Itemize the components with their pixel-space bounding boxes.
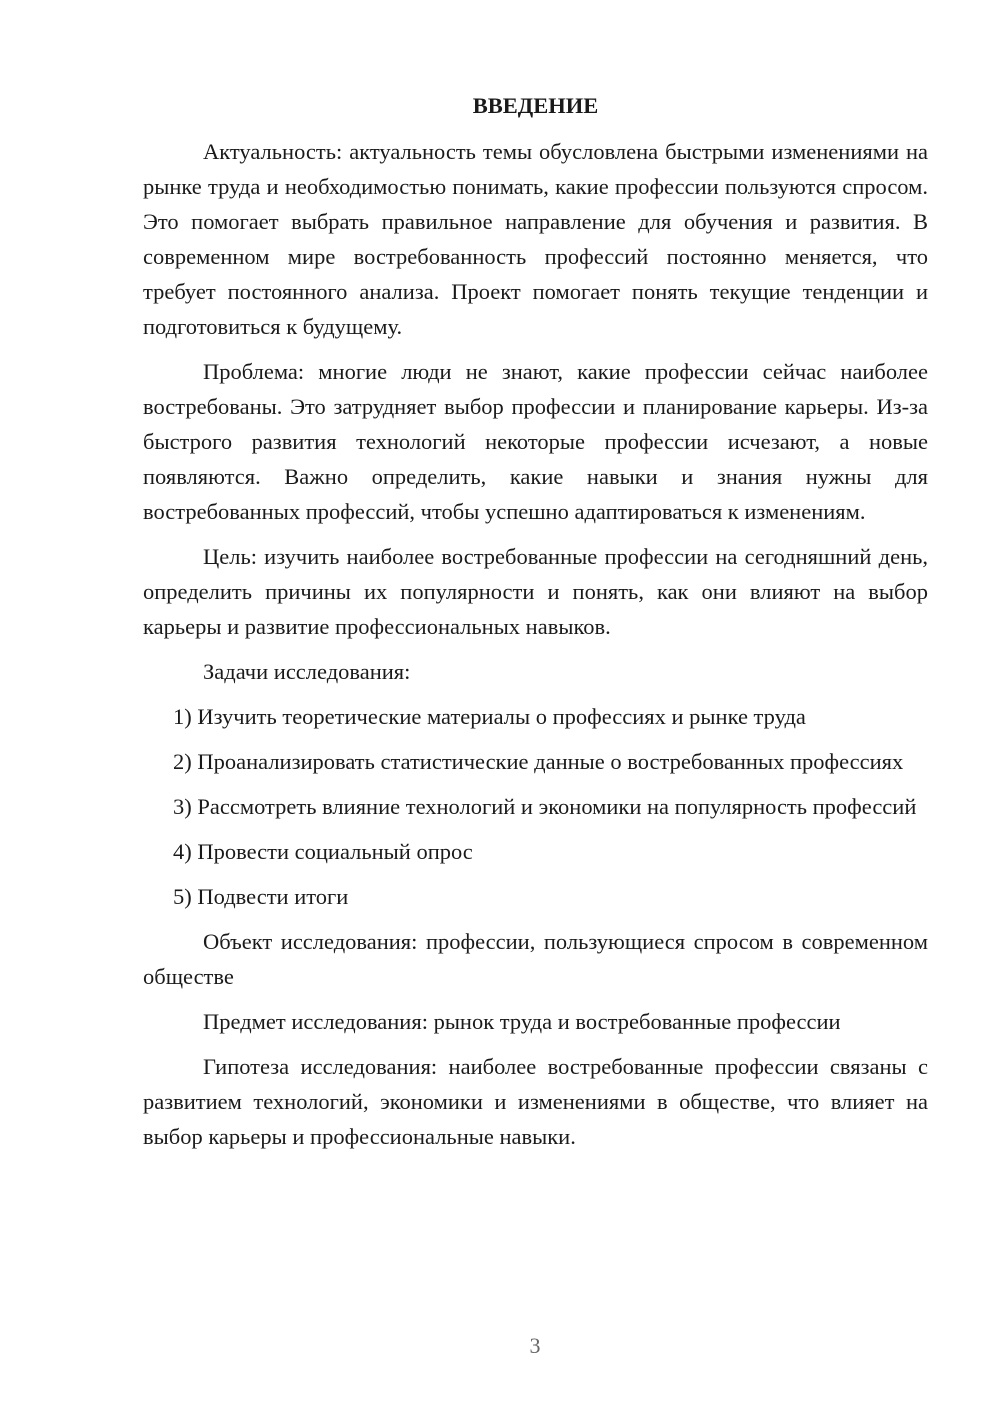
subject-paragraph: Предмет исследования: рынок труда и востребованные профессии: [203, 1009, 841, 1034]
task-item: 5) Подвести итоги: [173, 884, 349, 909]
page-number: 3: [529, 1333, 541, 1358]
relevance-paragraph: Актуальность: актуальность темы обусловлена быстрыми изменениями на рынке труда и необходимостью понимать, какие профессии пользуются спросом. Это помогает выбрать правильное направление для обучения и развития. В современном мире востребованность профессий постоянно меняется, что требует постоянного анализа. Проект помогает понять текущие тенденции и подготовиться к будущему.: [143, 139, 928, 339]
hypothesis-paragraph: Гипотеза исследования: наиболее востребованные профессии связаны с развитием технологий, экономики и изменениями в обществе, что влияет на выбор карьеры и профессиональные навыки.: [143, 1054, 928, 1149]
task-item: 4) Провести социальный опрос: [173, 839, 473, 864]
goal-paragraph: Цель: изучить наиболее востребованные профессии на сегодняшний день, определить причины их популярности и понять, как они влияют на выбор карьеры и развитие профессиональных навыков.: [143, 544, 928, 639]
task-item: 2) Проанализировать статистические данные о востребованных профессиях: [173, 749, 904, 774]
problem-paragraph: Проблема: многие люди не знают, какие профессии сейчас наиболее востребованы. Это затрудняет выбор профессии и планирование карьеры. Из-за быстрого развития технологий некоторые профессии исчезают, а новые появляются. Важно определить, какие навыки и знания нужны для востребованных профессий, чтобы успешно адаптироваться к изменениям.: [143, 359, 928, 524]
section-title: ВВЕДЕНИЕ: [472, 93, 599, 118]
document-page: [143, 88, 928, 1164]
task-item: 3) Рассмотреть влияние технологий и экономики на популярность профессий: [173, 794, 917, 819]
tasks-heading: Задачи исследования:: [203, 659, 411, 684]
task-item: 1) Изучить теоретические материалы о профессиях и рынке труда: [173, 704, 806, 729]
object-paragraph: Объект исследования: профессии, пользующиеся спросом в современном обществе: [143, 929, 928, 989]
